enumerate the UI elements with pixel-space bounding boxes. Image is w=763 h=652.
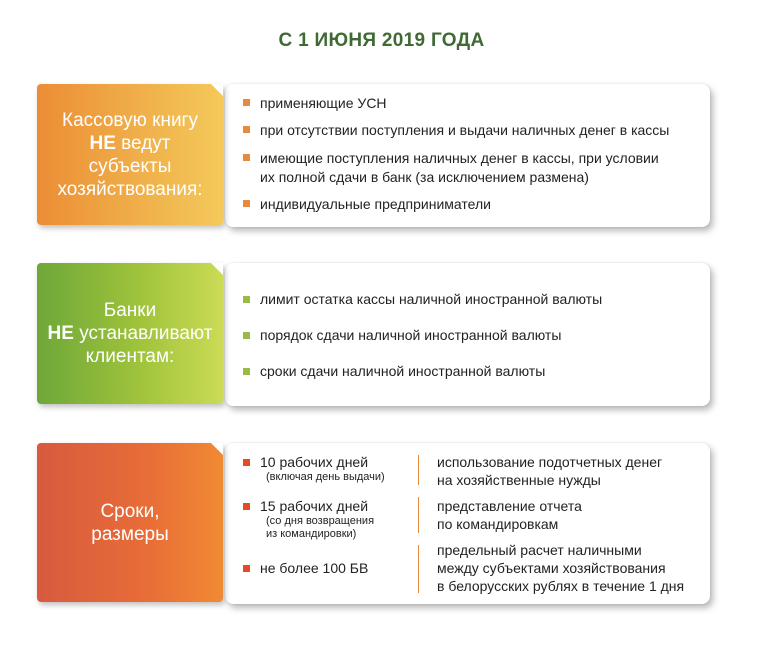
desc-2-line2: по командировкам bbox=[437, 516, 559, 532]
section2-tab-bold: НЕ bbox=[47, 323, 74, 344]
section1-tab-line4: хозяйствования: bbox=[57, 178, 203, 200]
separator-line bbox=[418, 455, 419, 485]
section2-tab-line2-rest: устанавливают bbox=[79, 323, 213, 344]
term-2-note-line2: из командировки) bbox=[266, 528, 357, 540]
section1-tab-text bbox=[57, 109, 202, 201]
term-1-note: (включая день выдачи) bbox=[266, 471, 385, 483]
section2-tab bbox=[37, 263, 223, 404]
section2-item-2: порядок сдачи наличной иностранной валюты bbox=[260, 327, 562, 343]
page-title: С 1 ИЮНЯ 2019 ГОДА bbox=[278, 30, 485, 51]
term-3: не более 100 БВ bbox=[260, 560, 369, 576]
bullet-icon bbox=[243, 99, 250, 106]
section1-item-2: при отсутствии поступления и выдачи наличных денег в кассы bbox=[260, 122, 670, 138]
bullet-icon bbox=[243, 565, 250, 572]
section1-item-4: индивидуальные предприниматели bbox=[260, 196, 491, 212]
separator-line bbox=[418, 545, 419, 593]
bullet-icon bbox=[243, 368, 250, 375]
desc-2-line1: представление отчета bbox=[437, 498, 582, 514]
fold-corner bbox=[211, 84, 223, 96]
term-2: 15 рабочих дней bbox=[260, 498, 369, 514]
bullet-icon bbox=[243, 459, 250, 466]
desc-1-line1: использование подотчетных денег bbox=[437, 454, 663, 470]
section2-item-1: лимит остатка кассы наличной иностранной валюты bbox=[260, 291, 603, 307]
bullet-icon bbox=[243, 332, 250, 339]
fold-corner bbox=[211, 443, 223, 455]
desc-1-line2: на хозяйственные нужды bbox=[437, 472, 601, 488]
section1-item-1: применяющие УСН bbox=[260, 95, 387, 111]
section1-tab-line2-rest: ведут bbox=[121, 132, 171, 154]
section1-tab bbox=[37, 84, 223, 225]
section2-tab-line3: клиентам: bbox=[85, 346, 175, 367]
section3-tab bbox=[37, 443, 223, 602]
bullet-icon bbox=[243, 200, 250, 207]
section2-tab-text bbox=[48, 299, 213, 368]
section3-tab-line1: Сроки, bbox=[100, 500, 160, 522]
bullet-icon bbox=[243, 126, 250, 133]
fold-corner bbox=[211, 263, 223, 275]
bullet-icon bbox=[243, 503, 250, 510]
section2-tab-line2 bbox=[48, 322, 213, 345]
section1-tab-line2 bbox=[57, 132, 202, 155]
bullet-icon bbox=[243, 296, 250, 303]
section3-tab-line2: размеры bbox=[91, 523, 169, 545]
desc-3-line2: между субъектами хозяйствования bbox=[437, 560, 666, 576]
section1-tab-line1: Кассовую книгу bbox=[62, 109, 198, 131]
separator-line bbox=[418, 497, 419, 533]
desc-3-line3: в белорусских рублях в течение 1 дня bbox=[437, 578, 685, 594]
section2-item-3: сроки сдачи наличной иностранной валюты bbox=[260, 363, 546, 379]
section3-tab-text bbox=[91, 500, 168, 546]
section1-tab-line3: субъекты bbox=[88, 155, 172, 177]
section1-item-3b: их полной сдачи в банк (за исключением размена) bbox=[260, 169, 589, 185]
section1-tab-bold: НЕ bbox=[89, 132, 116, 154]
desc-3-line1: предельный расчет наличными bbox=[437, 542, 642, 558]
bullet-icon bbox=[243, 154, 250, 161]
section1-item-3a: имеющие поступления наличных денег в кассы, при условии bbox=[260, 150, 659, 166]
section2-tab-line1: Банки bbox=[103, 300, 157, 321]
term-2-note-line1: (со дня возвращения bbox=[266, 515, 375, 527]
term-1: 10 рабочих дней bbox=[260, 454, 369, 470]
